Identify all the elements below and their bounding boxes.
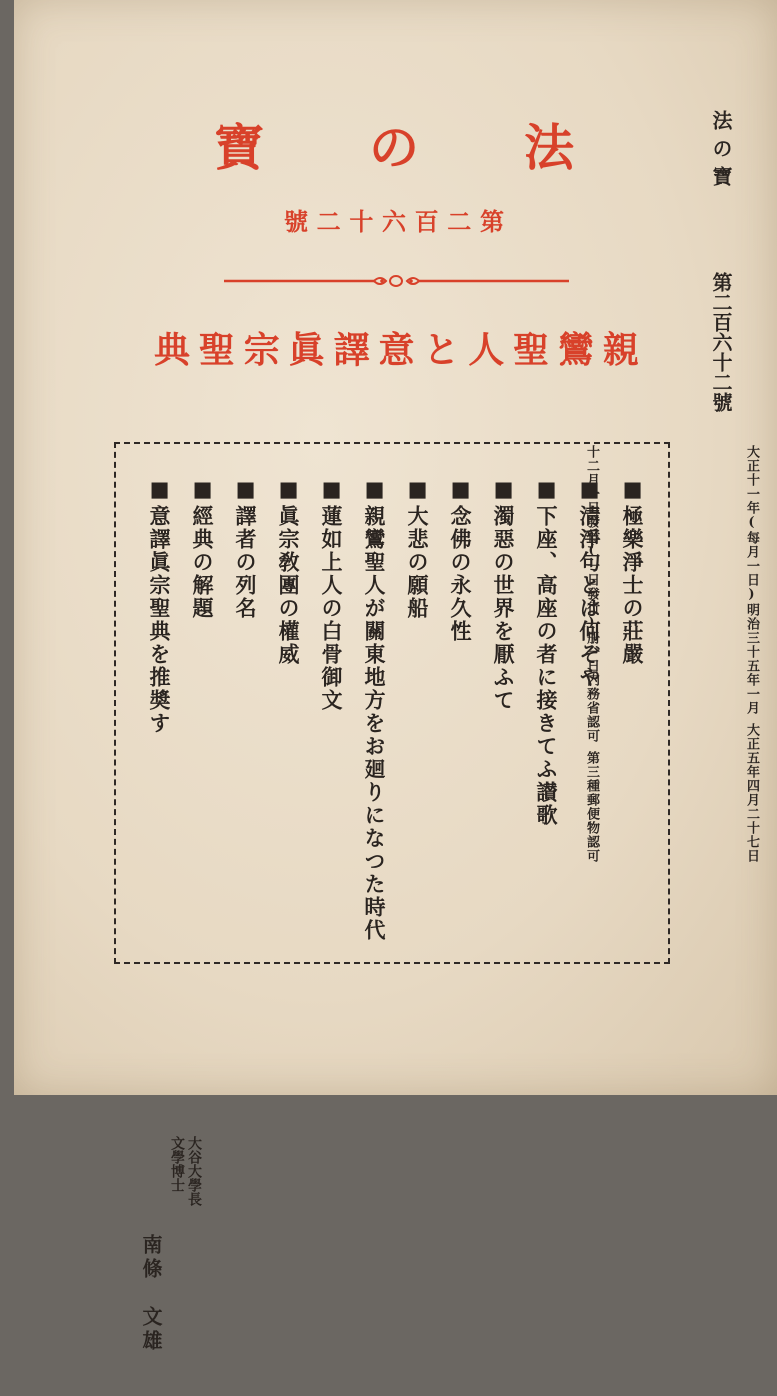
bullet-icon: ■ (319, 476, 344, 503)
note-column-1 (599, 445, 759, 863)
headline-char: 鸞 (558, 329, 595, 371)
bullet-icon: ■ (620, 476, 645, 503)
toc-item-label: 意譯眞宗聖典を推奬す (147, 505, 172, 735)
headline-char: 人 (468, 329, 505, 371)
toc-item-label: 蓮如上人の白骨御文 (319, 505, 344, 712)
headline-char: 聖 (513, 329, 550, 371)
spine-issue: 第二百六十二號 (709, 272, 733, 412)
headline-char: 親 (602, 329, 639, 371)
author-titles (168, 1136, 202, 1396)
bullet-icon: ■ (147, 476, 172, 503)
headline (154, 322, 639, 373)
bullet-icon: ■ (190, 476, 215, 503)
toc-item-label: 譯者の列名 (233, 505, 258, 620)
headline-char: 譯 (333, 329, 370, 371)
issue-char: 二 (447, 207, 472, 236)
publication-notes (423, 445, 759, 863)
toc-item-label: 念佛の永久性 (448, 505, 473, 643)
toc-item-label: 極樂淨士の莊嚴 (620, 505, 645, 666)
publication-note: 第三種郵便物認可 (584, 751, 599, 863)
publication-note: 十二月一日發行(一日發行)册一日内務省認可 (584, 445, 599, 743)
title-char: 法 (524, 118, 574, 177)
headline-char: と (423, 329, 460, 371)
bullet-icon: ■ (276, 476, 301, 503)
headline-char: 眞 (288, 329, 325, 371)
note-column-2 (423, 445, 599, 863)
author-title-2: 文學博士 (169, 1136, 185, 1192)
bullet-icon: ■ (362, 476, 387, 503)
toc-item (267, 476, 310, 956)
headline-char: 聖 (198, 329, 235, 371)
toc-item-label: 經典の解題 (190, 505, 215, 620)
bullet-icon: ■ (405, 476, 430, 503)
author-name: 南條 文雄 (139, 1234, 163, 1354)
toc-item (181, 476, 224, 956)
author-title-1: 大谷大學長 (186, 1136, 202, 1206)
issue-char: 二 (316, 207, 341, 236)
issue-char: 號 (284, 207, 308, 236)
issue-char: 百 (414, 207, 439, 236)
publication-note: 大正十一年(每月一日)明治三十五年一月 (744, 445, 759, 715)
toc-item-label: 濁惡の世界を厭ふて (491, 505, 516, 712)
author-credit (138, 1136, 202, 1396)
spine-title: 法の寶 (709, 110, 733, 194)
toc-item-label: 下座、高座の者に接きてふ讃歌 (534, 505, 559, 827)
issue-char: 第 (479, 207, 504, 236)
headline-char: 意 (378, 329, 415, 371)
toc-item (138, 476, 181, 956)
bullet-icon: ■ (448, 476, 473, 503)
toc-item-label: 淸淨句とは何ぞや (577, 505, 602, 689)
toc-item-label: 親鸞聖人が關東地方をお廻りになつた時代 (362, 505, 387, 942)
bullet-icon: ■ (491, 476, 516, 503)
issue-number (284, 202, 504, 237)
issue-char: 十 (349, 207, 374, 236)
magazine-title (214, 108, 574, 180)
issue-char: 六 (381, 207, 406, 236)
toc-item (353, 476, 396, 956)
bullet-icon: ■ (534, 476, 559, 503)
headline-char: 宗 (243, 329, 280, 371)
toc-item (310, 476, 353, 956)
toc-item-label: 眞宗敎團の權威 (276, 505, 301, 666)
cover-page (14, 0, 777, 1354)
bullet-icon: ■ (577, 476, 602, 503)
toc-item (224, 476, 267, 956)
title-char: の (369, 118, 419, 177)
bullet-icon: ■ (233, 476, 258, 503)
toc-item-label: 大悲の願船 (405, 505, 430, 620)
title-char: 寶 (214, 118, 264, 177)
headline-char: 典 (154, 329, 191, 371)
publication-note: 大正五年四月二十七日 (744, 723, 759, 863)
ornamental-divider (224, 274, 569, 288)
